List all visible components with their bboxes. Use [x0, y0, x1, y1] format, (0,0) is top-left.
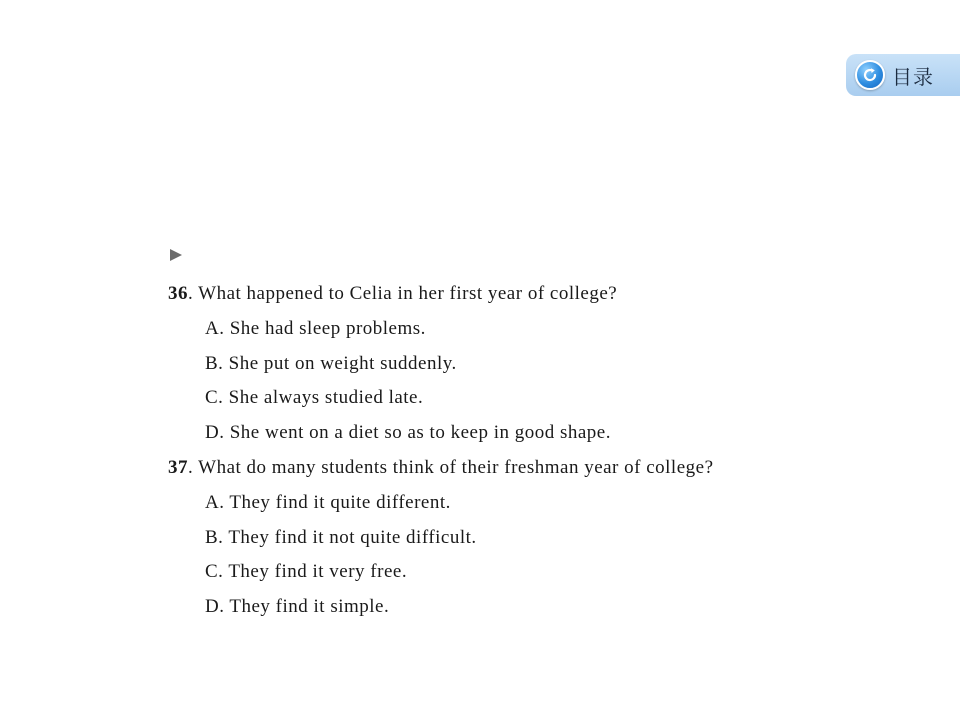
- option-c: C. They find it very free.: [205, 561, 408, 583]
- refresh-icon: [855, 60, 885, 90]
- question-list: [168, 277, 714, 625]
- question-text: . What do many students think of their freshman year of college?: [188, 456, 714, 478]
- question-36: [168, 277, 714, 451]
- play-triangle-icon: [170, 249, 182, 261]
- toc-button[interactable]: [846, 54, 960, 96]
- option-d: D. They find it simple.: [205, 596, 390, 618]
- option-b: B. They find it not quite difficult.: [205, 526, 477, 548]
- question-stem: [168, 451, 714, 486]
- question-number: 36: [168, 283, 188, 304]
- option-d: D. She went on a diet so as to keep in good shape.: [205, 422, 611, 444]
- option-a: A. They find it quite different.: [205, 491, 451, 513]
- option-a: A. She had sleep problems.: [205, 317, 426, 339]
- option-b: B. She put on weight suddenly.: [205, 352, 457, 374]
- question-number: 37: [168, 456, 188, 478]
- question-text: . What happened to Celia in her first year of college?: [188, 283, 618, 304]
- question-stem: [168, 277, 714, 312]
- option-c: C. She always studied late.: [205, 387, 424, 409]
- toc-label: 目录: [892, 64, 934, 89]
- question-37: [168, 451, 714, 625]
